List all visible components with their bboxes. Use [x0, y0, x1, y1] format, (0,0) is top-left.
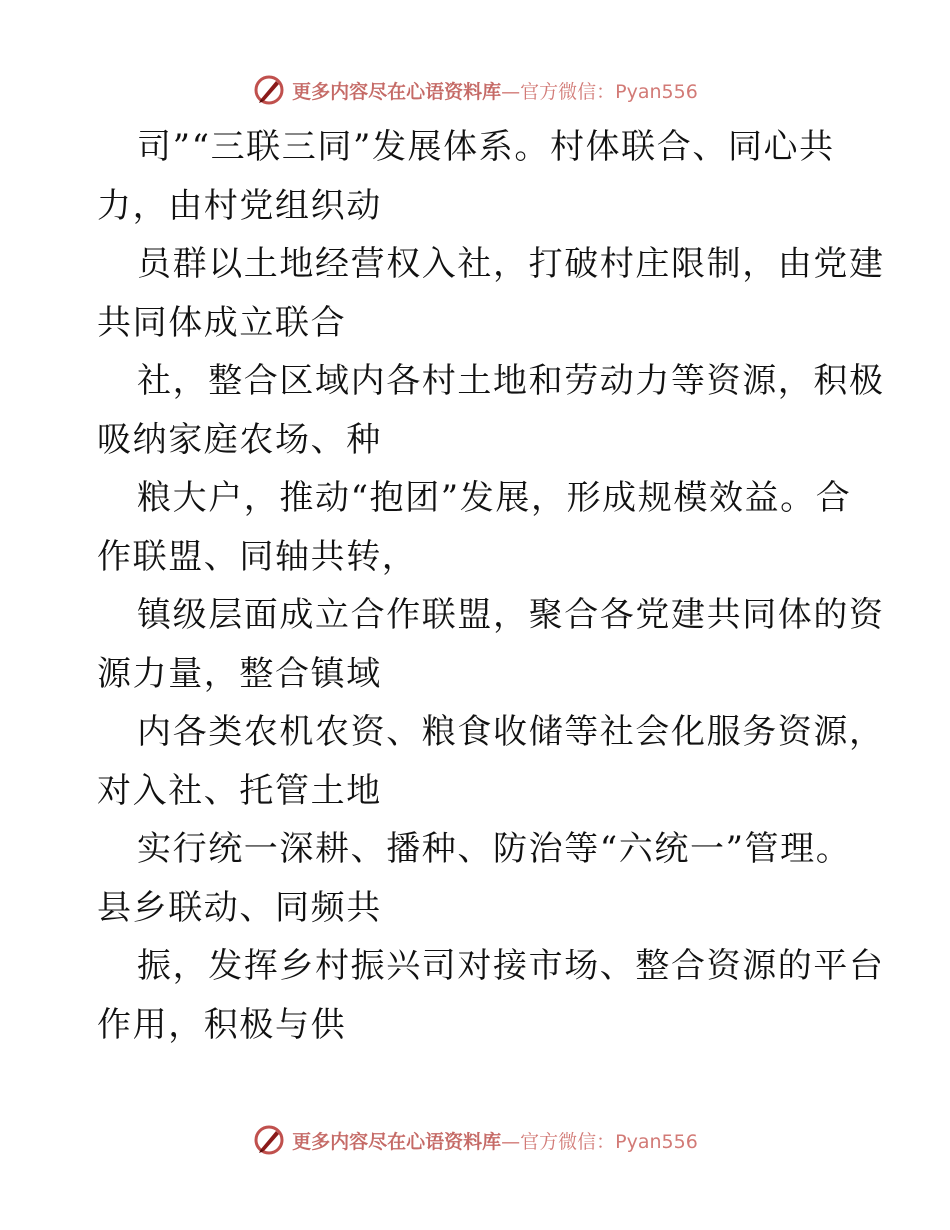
- text-line: 作联盟、同轴共转，: [97, 536, 418, 577]
- watermark-text: 更多内容尽在心语资料库: [292, 80, 502, 103]
- header-watermark: [0, 70, 950, 110]
- text-line: 对入社、托管土地: [97, 770, 382, 811]
- text-line: 粮大户，推动“抱团”发展，形成规模效益。合: [137, 478, 852, 518]
- text-line: 镇级层面成立合作联盟，聚合各党建共同体的资: [137, 595, 885, 635]
- text-line: 振，发挥乡村振兴司对接市场、整合资源的平台: [137, 946, 885, 986]
- text-line: 共同体成立联合: [97, 302, 347, 343]
- text-line: 员群以土地经营权入社，打破村庄限制，由党建: [137, 244, 885, 284]
- text-line: 司”“三联三同”发展体系。村体联合、同心共: [137, 127, 835, 167]
- text-line: 实行统一深耕、播种、防治等“六统一”管理。: [137, 829, 852, 869]
- text-line: 力，由村党组织动: [97, 185, 382, 226]
- quill-pen-logo-icon: [252, 1123, 286, 1157]
- text-line: 内各类农机农资、粮食收储等社会化服务资源，: [137, 712, 885, 752]
- text-line: 源力量，整合镇域: [97, 653, 382, 694]
- footer-watermark: [0, 1120, 950, 1160]
- text-line: 吸纳家庭农场、种: [97, 419, 382, 460]
- text-line: 县乡联动、同频共: [97, 887, 382, 928]
- watermark-wechat: —官方微信：Pyan556: [501, 80, 698, 103]
- watermark-wechat: —官方微信：Pyan556: [501, 1130, 698, 1153]
- quill-pen-logo-icon: [252, 73, 286, 107]
- document-body: [97, 118, 885, 1054]
- watermark-text: 更多内容尽在心语资料库: [292, 1130, 502, 1153]
- text-line: 作用，积极与供: [97, 1004, 347, 1045]
- text-line: 社，整合区域内各村土地和劳动力等资源，积极: [137, 361, 885, 401]
